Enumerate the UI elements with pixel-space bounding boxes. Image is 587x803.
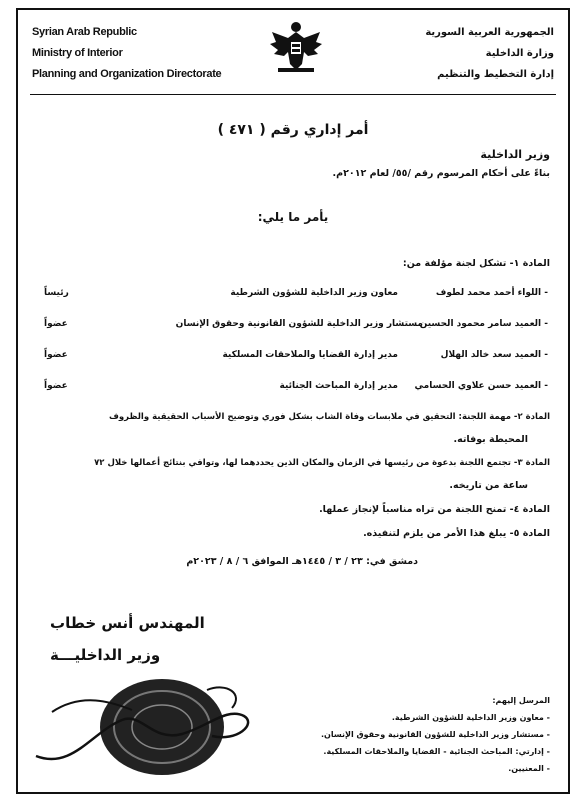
member-role: عضواً: [44, 381, 68, 391]
copies-heading: المرسل إليهم:: [492, 696, 550, 705]
member-role: عضواً: [44, 350, 68, 360]
article-3-line-1: المادة ٣- تجتمع اللجنة بدعوة من رئيسها في الزمان والمكان الذين يحددهما لها، وتوافي بنتائج أعمالها خلال ٧٢: [94, 458, 550, 468]
en-line-ministry: Ministry of Interior: [32, 47, 123, 59]
member-row: [44, 288, 548, 304]
member-role: رئيساً: [44, 288, 69, 298]
signatory-name: المهندس أنس خطاب: [50, 614, 205, 632]
english-letterhead: [32, 22, 221, 85]
copies-block: [321, 692, 550, 777]
member-position: معاون وزير الداخلية للشؤون الشرطية: [230, 288, 398, 298]
copies-line: - إدارتي: المباحث الجنائية - القضايا والملاحقات المسلكية.: [323, 747, 550, 756]
decision-heading: يأمر ما يلي:: [257, 210, 329, 224]
document-page: [16, 8, 570, 794]
member-name: - العميد سامر محمود الحسين: [419, 319, 548, 329]
article-3-line-2: ساعة من تاريخه.: [449, 480, 528, 491]
article-2-line-1: المادة ٢- مهمة اللجنة: التحقيق في ملابسات وفاة الشاب بشكل فوري وتوضيح الأسباب الحقيقية والظروف: [109, 412, 550, 422]
member-name: - العميد سعد خالد الهلال: [440, 350, 548, 360]
member-position: مدير إدارة القضايا والملاحقات المسلكية: [222, 350, 398, 360]
ar-line-ministry: وزارة الداخلية: [485, 48, 554, 59]
member-position: مستشار وزير الداخلية للشؤون القانونية وحقوق الإنسان: [175, 319, 423, 329]
official-stamp-icon: [32, 672, 262, 782]
en-line-directorate: Planning and Organization Directorate: [32, 68, 222, 80]
member-position: مدير إدارة المباحث الجنائية: [279, 381, 398, 391]
en-line-country: Syrian Arab Republic: [32, 26, 137, 38]
member-row: [44, 381, 548, 397]
copies-line: - معاون وزير الداخلية للشؤون الشرطية.: [391, 713, 550, 722]
order-title: أمر إداري رقم ( ٤٧١ ): [217, 122, 369, 138]
signatory-title: وزير الداخليـــة: [50, 646, 161, 664]
member-name: - اللواء أحمد محمد لطوف: [435, 288, 548, 298]
member-name: - العميد حسن علاوي الحسامي: [414, 381, 548, 391]
article-2-line-2: المحيطة بوفاته.: [453, 434, 528, 445]
arabic-letterhead: [425, 22, 554, 85]
header-divider: [30, 94, 556, 95]
eagle-emblem-icon: [268, 18, 324, 76]
article-1: المادة ١- تشكل لجنة مؤلفة من:: [402, 258, 550, 269]
member-row: [44, 350, 548, 366]
copies-line: - مستشار وزير الداخلية للشؤون القانونية وحقوق الإنسان.: [321, 730, 550, 739]
issuer-line: وزير الداخلية: [480, 148, 550, 161]
date-line: دمشق في: ٢٣ / ٣ / ١٤٤٥هـ الموافق ٦ / ٨ / ٢٠٢٣م: [186, 556, 418, 567]
article-5: المادة ٥- يبلغ هذا الأمر من يلزم لتنفيذه.: [363, 528, 550, 539]
article-4: المادة ٤- تمنح اللجنة من تراه مناسباً لإنجاز عملها.: [319, 504, 550, 515]
preamble-line: بناءً على أحكام المرسوم رقم /٥٥/ لعام ٢٠١٢م.: [332, 168, 550, 179]
ar-line-country: الجمهورية العربية السورية: [425, 27, 554, 38]
member-role: عضواً: [44, 319, 68, 329]
copies-line: - المعنيين.: [508, 764, 550, 773]
member-row: [44, 319, 548, 335]
ar-line-directorate: إدارة التخطيط والتنظيم: [437, 69, 554, 80]
